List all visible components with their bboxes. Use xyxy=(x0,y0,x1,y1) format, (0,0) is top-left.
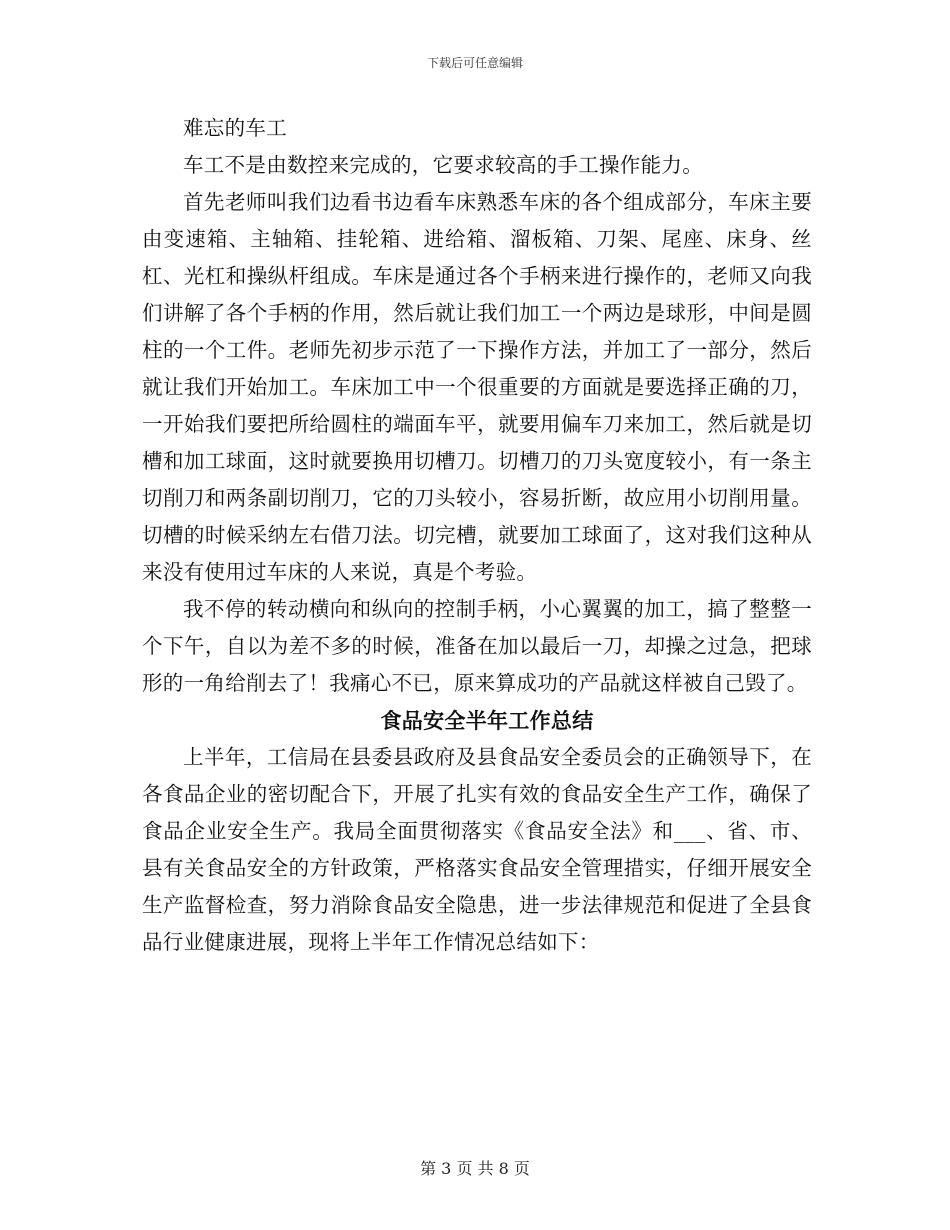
paragraph: 车工不是由数控来完成的，它要求较高的手工操作能力。 xyxy=(183,153,703,177)
section-title-lathe: 难忘的车工 xyxy=(183,116,287,140)
paragraph: 我不停的转动横向和纵向的控制手柄，小心翼翼的加工，搞了整整一个下午，自以为差不多的时候，准备在加以最后一刀，却操之过急，把球形的一角给削去了！我痛心不已，原来算成功的产品就这样被自己毁了。 xyxy=(142,597,812,695)
paragraph: 首先老师叫我们边看书边看车床熟悉车床的各个组成部分，车床主要由变速箱、主轴箱、挂轮箱、进给箱、溜板箱、刀架、尾座、床身、丝杠、光杠和操纵杆组成。车床是通过各个手柄来进行操作的，老师又向我们讲解了各个手柄的作用，然后就让我们加工一个两边是球形，中间是圆柱的一个工件。老师先初步示范了一下操作方法，并加工了一部分，然后就让我们开始加工。车床加工中一个很重要的方面就是要选择正确的刀，一开始我们要把所给圆柱的端面车平，就要用偏车刀来加工，然后就是切槽和加工球面，这时就要换用切槽刀。切槽刀的刀头宽度较小，有一条主切削刀和两条副切削刀，它的刀头较小，容易折断，故应用小切削用量。切槽的时候采纳左右借刀法。切完槽，就要加工球面了，这对我们这种从来没有使用过车床的人来说，真是个考验。 xyxy=(142,190,812,584)
document-body xyxy=(142,110,812,961)
page-number: 第 3 页 共 8 页 xyxy=(420,1159,530,1178)
header-note: 下载后可任意编辑 xyxy=(426,56,523,70)
section-heading-food-safety: 食品安全半年工作总结 xyxy=(380,708,594,733)
paragraph: 上半年，工信局在县委县政府及县食品安全委员会的正确领导下，在各食品企业的密切配合下，开展了扎实有效的食品安全生产工作，确保了食品企业安全生产。我局全面贯彻落实《食品安全法》和___、省、市、县有关食品安全的方针政策，严格落实食品安全管理措实，仔细开展安全生产监督检查，努力消除食品安全隐患，进一步法律规范和促进了全县食品行业健康进展，现将上半年工作情况总结如下： xyxy=(142,745,812,954)
